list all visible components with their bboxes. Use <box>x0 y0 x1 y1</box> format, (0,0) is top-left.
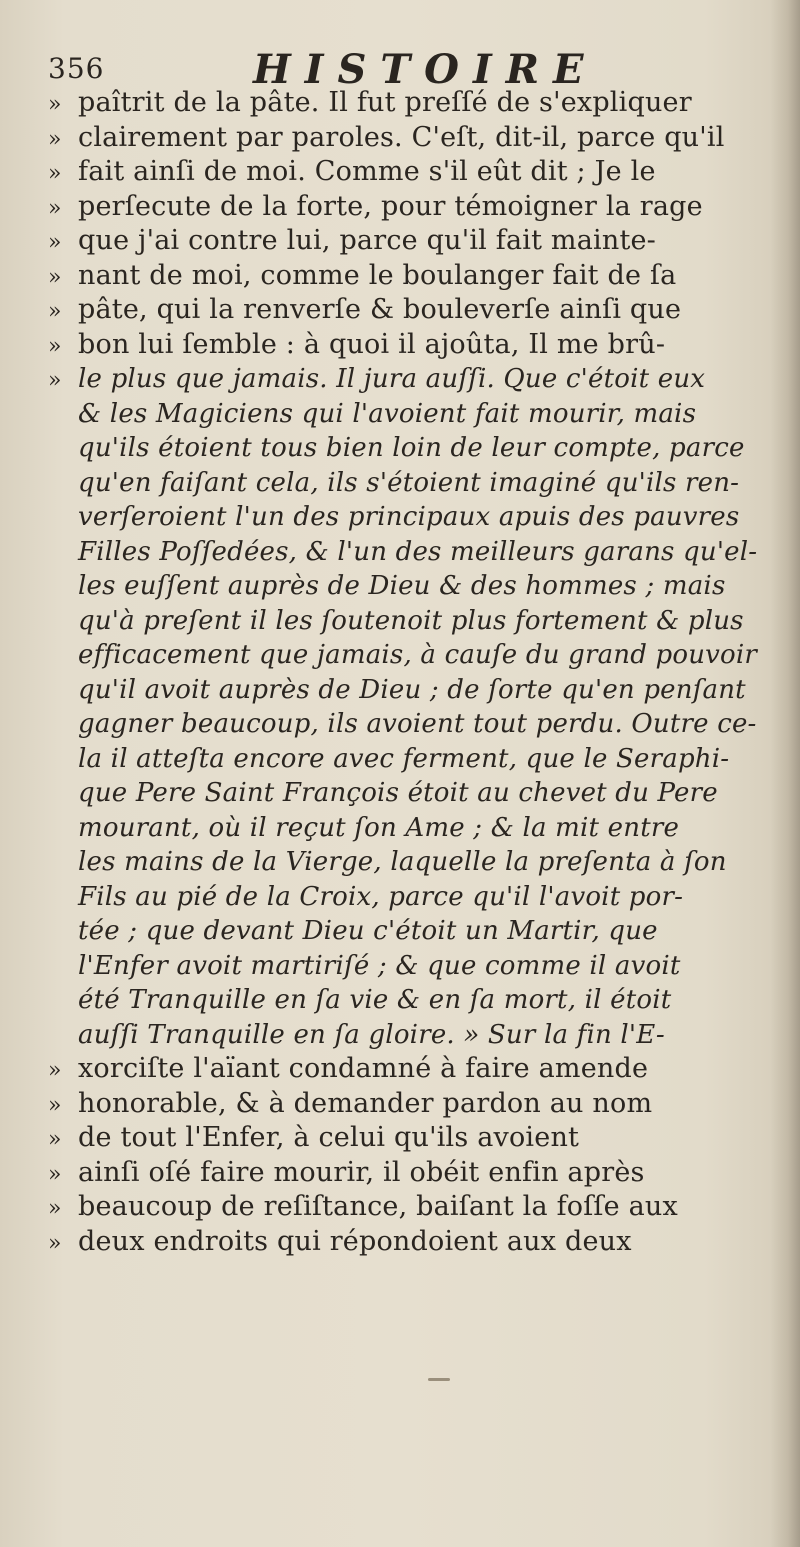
text-line <box>48 293 764 328</box>
quote-mark: » <box>48 299 62 324</box>
page-edge-shadow <box>770 0 800 1547</box>
text-line <box>48 431 764 466</box>
line-text: xorciſte l'aïant condamné à faire amende <box>78 1053 649 1084</box>
line-text: Filles Poſſedées, & l'un des meilleurs garans qu'el- <box>78 536 758 567</box>
line-text: été Tranquille en ſa vie & en ſa mort, il étoit <box>78 985 672 1015</box>
text-line <box>48 1156 764 1191</box>
line-text: le plus que jamais. Il jura auſſi. Que c'étoit eux <box>78 364 706 394</box>
line-text: mourant, où il reçut ſon Ame ; & la mit entre <box>78 812 680 843</box>
quote-mark: » <box>48 1092 62 1118</box>
line-text: que Pere Saint François étoit au chevet du Pere <box>78 778 718 808</box>
line-text: qu'à preſent il les ſoutenoit plus fortement & plus <box>78 605 744 636</box>
text-line <box>48 535 764 570</box>
text-line <box>48 155 764 190</box>
ink-mark <box>428 1378 450 1381</box>
line-text: qu'ils étoient tous bien loin de leur compte, parce <box>78 433 745 463</box>
text-line <box>48 1121 764 1156</box>
text-line <box>48 500 764 535</box>
body-text <box>48 86 764 1259</box>
line-text: pâte, qui la renverſe & bouleverſe ainſi que <box>78 294 682 325</box>
quote-mark: » <box>48 126 62 152</box>
line-text: Fils au pié de la Croix, parce qu'il l'avoit por- <box>78 881 684 912</box>
text-line <box>48 328 764 363</box>
text-line <box>48 86 764 121</box>
line-text: nant de moi, comme le boulanger fait de ſa <box>78 259 677 291</box>
running-title: HISTOIRE <box>253 46 598 93</box>
text-line <box>48 397 764 432</box>
line-text: fait ainſi de moi. Comme s'il eût dit ; Je le <box>78 156 656 187</box>
quote-mark: » <box>48 1196 62 1221</box>
line-text: deux endroits qui répondoient aux deux <box>78 1225 632 1257</box>
text-line <box>48 1190 764 1225</box>
line-text: tée ; que devant Dieu c'étoit un Martir, que <box>78 916 658 946</box>
line-text: qu'en faiſant cela, ils s'étoient imaginé qu'ils ren- <box>78 467 740 498</box>
line-text: l'Enfer avoit martiriſé ; & que comme il avoit <box>78 950 681 981</box>
line-text: de tout l'Enfer, à celui qu'ils avoient <box>78 1122 580 1153</box>
text-line <box>48 707 764 742</box>
text-line <box>48 673 764 708</box>
page-number: 356 <box>48 52 105 85</box>
text-line <box>48 1087 764 1122</box>
line-text: auſſi Tranquille en ſa gloire. » Sur la fin l'E- <box>78 1019 665 1050</box>
text-line <box>48 224 764 259</box>
text-line <box>48 880 764 915</box>
line-text: efficacement que jamais, à cauſe du grand pouvoir <box>78 640 758 670</box>
text-line <box>48 742 764 777</box>
quote-mark: » <box>48 1058 62 1083</box>
text-line <box>48 121 764 156</box>
quote-mark: » <box>48 1230 62 1256</box>
text-line <box>48 914 764 949</box>
line-text: que j'ai contre lui, parce qu'il fait mainte- <box>78 225 657 256</box>
line-text: perſecute de la forte, pour témoigner la rage <box>78 190 703 222</box>
quote-mark: » <box>48 333 62 359</box>
text-line <box>48 983 764 1018</box>
text-line <box>48 466 764 501</box>
quote-mark: » <box>48 92 62 117</box>
text-line <box>48 638 764 673</box>
quote-mark: » <box>48 368 62 393</box>
text-line <box>48 1018 764 1053</box>
text-line <box>48 190 764 225</box>
line-text: ainſi oſé faire mourir, il obéit enfin après <box>78 1156 645 1188</box>
text-line <box>48 259 764 294</box>
line-text: clairement par paroles. C'eſt, dit-il, parce qu'il <box>78 121 725 153</box>
text-line <box>48 1225 764 1260</box>
line-text: les mains de la Vierge, laquelle la preſenta à ſon <box>78 847 727 877</box>
text-line <box>48 776 764 811</box>
line-text: verſeroient l'un des principaux apuis des pauvres <box>78 502 740 532</box>
text-line <box>48 811 764 846</box>
text-line <box>48 569 764 604</box>
text-line <box>48 949 764 984</box>
quote-mark: » <box>48 161 62 186</box>
quote-mark: » <box>48 1127 62 1152</box>
line-text: bon lui ſemble : à quoi il ajoûta, Il me brû- <box>78 328 666 360</box>
line-text: paîtrit de la pâte. Il fut preſſé de s'expliquer <box>78 87 692 118</box>
line-text: la il atteſta encore avec ferment, que le Seraphi- <box>78 743 730 774</box>
text-line <box>48 845 764 880</box>
quote-mark: » <box>48 230 62 255</box>
line-text: qu'il avoit auprès de Dieu ; de ſorte qu'en penſant <box>78 674 746 705</box>
line-text: beaucoup de reſiſtance, baiſant la foſſe aux <box>78 1191 678 1222</box>
text-line <box>48 1052 764 1087</box>
line-text: gagner beaucoup, ils avoient tout perdu. Outre ce- <box>78 709 757 739</box>
quote-mark: » <box>48 264 62 290</box>
quote-mark: » <box>48 1161 62 1187</box>
quote-mark: » <box>48 195 62 221</box>
text-line <box>48 604 764 639</box>
line-text: les euſſent auprès de Dieu & des hommes ; mais <box>78 571 726 601</box>
line-text: & les Magiciens qui l'avoient fait mourir, mais <box>78 398 697 429</box>
line-text: honorable, & à demander pardon au nom <box>78 1087 653 1119</box>
text-line <box>48 362 764 397</box>
